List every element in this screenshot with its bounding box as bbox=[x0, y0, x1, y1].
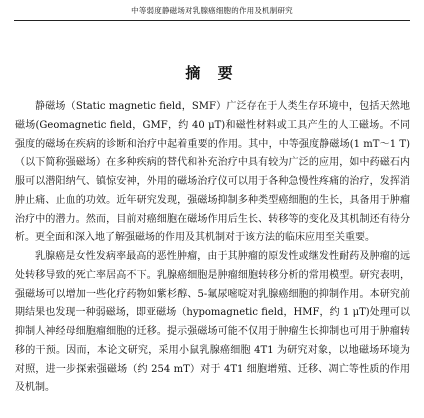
abstract-paragraph-2: 乳腺癌是女性发病率最高的恶性肿瘤，由于其肿瘤的原发性或继发性耐药及肿瘤的远处转移导致的死亡率居高不下。乳腺癌细胞是肿瘤细胞转移分析的常用模型。研究表明，强磁场可以增加一些化疗药物如紫杉醇、5-氟尿嘧啶对乳腺癌细胞的抑制作用。本研究前期结果也发现一种弱磁场，即亚磁场（hypomagnetic field，HMF，约 1 μT)处理可以抑制人神经母细胞瘤细胞的迁移。提示强磁场可能不仅用于肿瘤生长抑制也可用于肿瘤转移的干预。因而，本论文研究，采用小鼠乳腺癌细胞 4T1 为研究对象，以地磁场环境为对照，进一步探索强磁场（约 254 mT）对于 4T1 细胞增殖、迁移、凋亡等性质的作用及机制。 bbox=[15, 251, 410, 394]
running-header: 中等弱度静磁场对乳腺癌细胞的作用及机制研究 bbox=[131, 6, 293, 15]
abstract-title: 摘 要 bbox=[185, 64, 239, 82]
abstract-body bbox=[15, 98, 410, 398]
abstract-paragraph-1: 静磁场（Static magnetic field，SMF）广泛存在于人类生存环境中，包括天然地磁场(Geomagnetic field，GMF，约 40 μT)和磁性材料或工具产生的人工磁场。不同强度的磁场在疾病的诊断和治疗中起着重要的作用。其中，中等强度静磁场(1 mT～1 T)（以下简称强磁场）在多种疾病的替代和补充治疗中具有较为广泛的应用，如中药磁石内服可以潜阳纳气、镇惊安神，外用的磁场治疗仪可以用于各种急慢性疼痛的治疗，发挥消肿止痛、止血的功效。近年研究发现，强磁场抑制多种类型癌细胞的生长，具备用于肿瘤治疗中的潜力。然而，目前对癌细胞在磁场作用后生长、转移等的变化及其机制还有待分析。更全面和深入地了解强磁场的作用及其机制对于该方法的临床应用至关重要。 bbox=[15, 101, 410, 244]
header-divider bbox=[14, 20, 410, 21]
